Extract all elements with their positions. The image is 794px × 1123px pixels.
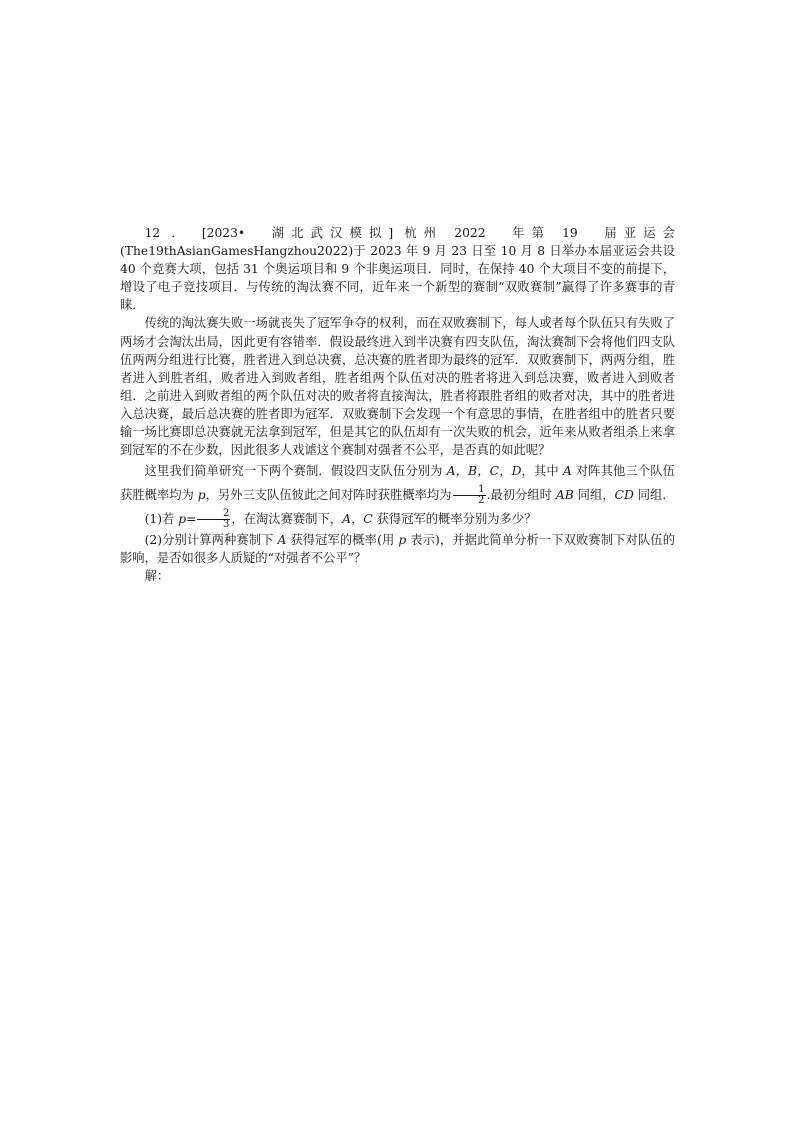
question-2 [120, 531, 675, 567]
problem-number-dot: ． [171, 226, 191, 240]
answer-label [120, 567, 675, 585]
setup-p: p [197, 488, 206, 503]
setup-paragraph [120, 459, 675, 507]
setup-text-1: 这里我们简单研究一下两个赛制．假设四支队伍分别为 [144, 464, 447, 479]
q1-p: p [178, 512, 187, 527]
q1-teams: A，C [342, 512, 373, 527]
setup-teams: A，B，C，D [446, 464, 522, 479]
intro-paragraph [120, 242, 675, 314]
q1-text-3: 获得冠军的概率分别为多少？ [372, 512, 537, 527]
problem-header [120, 224, 675, 242]
problem-source: [2023• 湖北武汉模拟] [201, 226, 394, 240]
setup-team-a: A [562, 464, 572, 479]
q2-text-3: 表示)，并据此简单分析一下双败赛制下对队伍的影响，是否如很多人质疑的“对强者不公平”？ [120, 533, 675, 566]
intro-heading: 杭州 2022 年第 19 届亚运会 [404, 226, 675, 240]
setup-ab: AB [555, 488, 574, 503]
question-1 [120, 507, 675, 531]
setup-text-6: 同组， [573, 488, 615, 503]
fraction-denominator: 2 [478, 495, 485, 507]
intro-text: (The19thAsianGamesHangzhou2022)于 2023 年 9 月 23 日至 10 月 8 日举办本届亚运会共设 40 个竞赛大项，包括 31 个奥运项目和 9 个非奥运项目．同时，在保持 40 个大项目不变的前提下，增设了电子竞技项目．与传统的淘汰赛不同，近年来一个新型的赛制“双败赛制”赢得了许多赛事的青睐． [120, 244, 675, 313]
setup-cd: CD [614, 488, 634, 503]
setup-text-7: 同组． [633, 488, 675, 503]
q2-text-2: 获得冠军的概率(用 [286, 533, 399, 548]
q2-text-1: (2)分别计算两种赛制下 [144, 533, 278, 548]
problem-number: 12 [144, 226, 161, 240]
answer-label-text: 解： [144, 569, 170, 584]
rules-text: 传统的淘汰赛失败一场就丧失了冠军争夺的权利，而在双败赛制下，每人或者每个队伍只有失败了两场才会淘汰出局，因此更有容错率．假设最终进入到半决赛有四支队伍，淘汰赛制下会将他们四支队伍两两分组进行比赛，胜者进入到总决赛，总决赛的胜者即为最终的冠军．双败赛制下，两两分组，胜者进入到胜者组，败者进入到败者组，胜者组两个队伍对决的胜者将进入到总决赛，败者进入到败者组．之前进入到败者组的两个队伍对决的败者将直接淘汰，胜者将跟胜者组的败者对决，其中的胜者进入总决赛，最后总决赛的胜者即为冠军．双败赛制下会发现一个有意思的事情，在胜者组中的胜者只要输一场比赛即总决赛就无法拿到冠军，但是其它的队伍却有一次失败的机会，近年来从败者组杀上来拿到冠军的不在少数，因此很多人戏谑这个赛制对强者不公平，是否真的如此呢？ [120, 316, 675, 458]
rules-paragraph [120, 314, 675, 459]
setup-text-2: ，其中 [521, 464, 563, 479]
q2-p: p [398, 533, 407, 548]
q1-text-2: ，在淘汰赛赛制下， [231, 512, 343, 527]
setup-text-4: ，另外三支队伍彼此之间对阵时获胜概率均为 [205, 488, 452, 503]
q1-text-1: (1)若 [144, 512, 179, 527]
problem-block [120, 224, 675, 586]
setup-text-3: 对阵其他三个队伍获胜概率均为 [120, 464, 675, 503]
fraction-numerator: 2 [197, 509, 230, 520]
fraction-numerator: 1 [453, 485, 486, 496]
setup-text-5: .最初分组时 [486, 488, 556, 503]
fraction-one-half [453, 485, 486, 506]
fraction-two-thirds [197, 509, 230, 530]
q2-team-a: A [277, 533, 287, 548]
fraction-denominator: 3 [223, 519, 230, 531]
q1-equals: = [186, 512, 197, 527]
